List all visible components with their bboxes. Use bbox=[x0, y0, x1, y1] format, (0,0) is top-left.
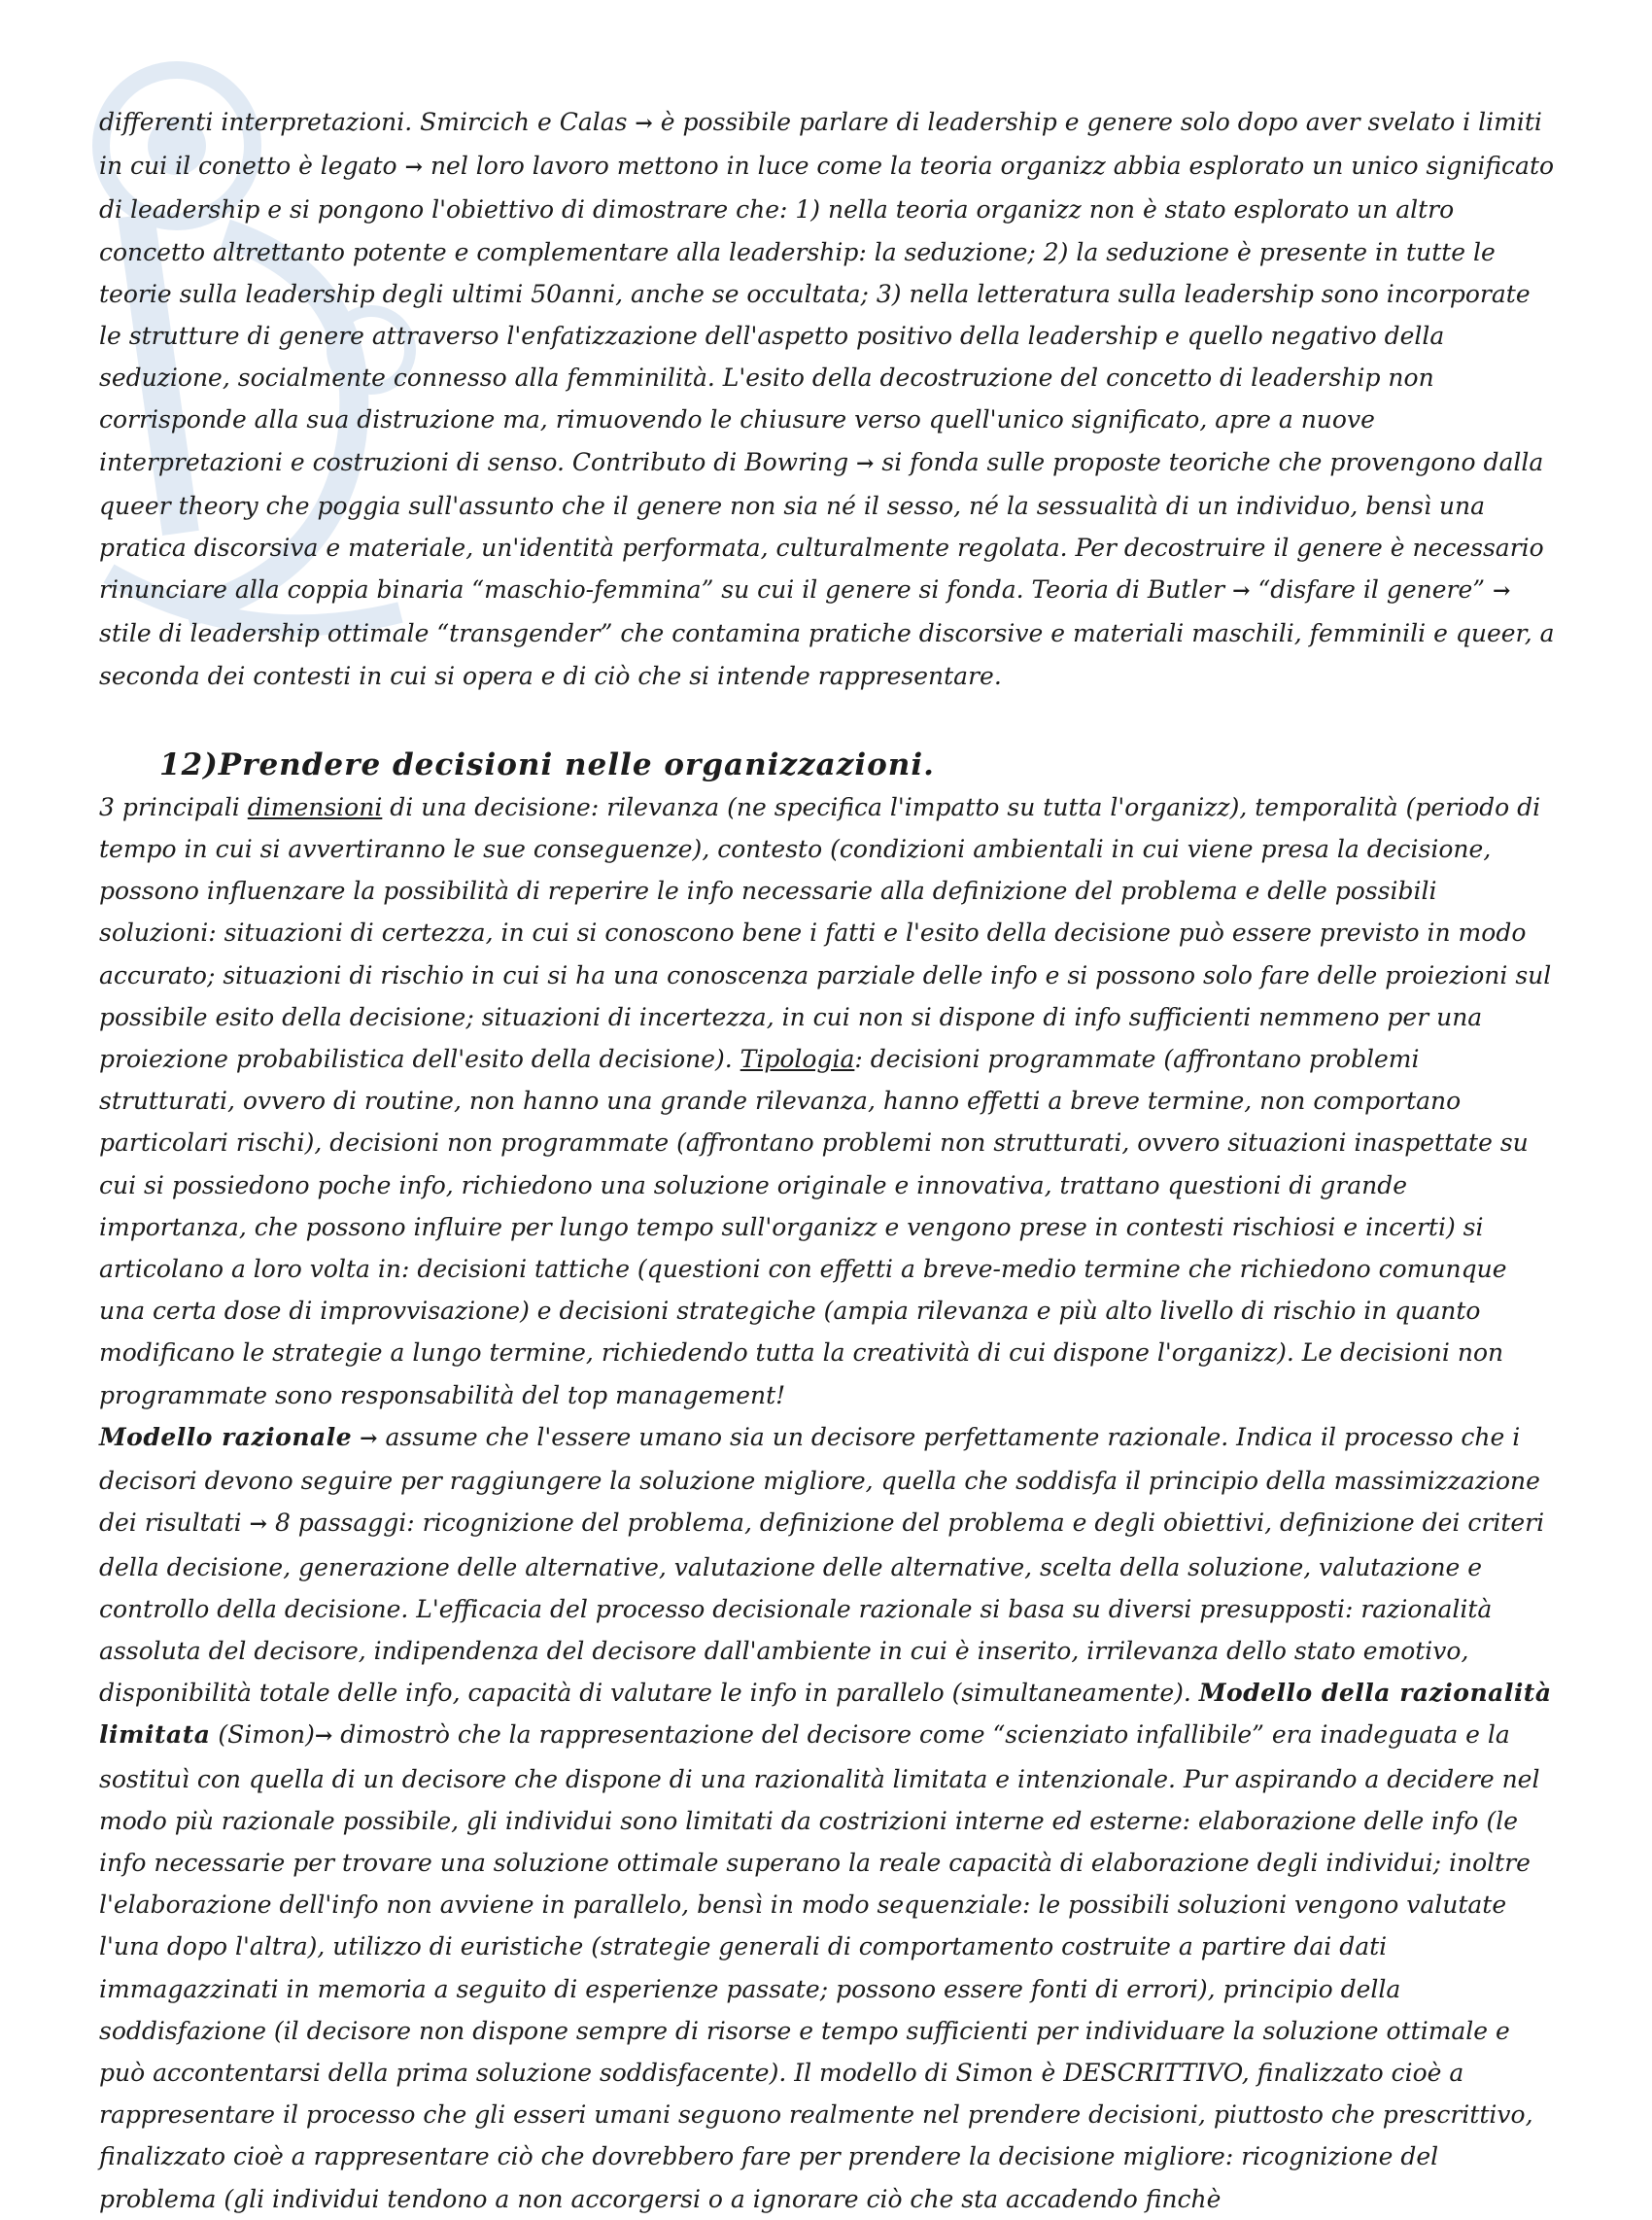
decision-paragraph bbox=[99, 786, 1557, 1416]
model-text-2: 8 passaggi: ricognizione del problema, definizione del problema e degli obiettivi, definizione dei criteri della decisione, generazione delle alternative, valutazione delle alternative, scelta della soluzione, valutazione e controllo della decisione. L'efficacia del processo decisionale razionale si basa su diversi presupposti: razionalità assoluta del decisore, indipendenza del decisore dall'ambiente in cui è inserito, irrilevanza dello stato emotivo, disponibilità totale delle info, capacità di valutare le info in parallelo (simultaneamente). bbox=[99, 1509, 1545, 1708]
dimensioni-underlined: dimensioni bbox=[247, 792, 383, 821]
intro-text-3: nel loro lavoro mettono in luce come la teoria organizz abbia esplorato un unico significato di leadership e si pongono l'obiettivo di dimostrare che: 1) nella teoria organizz non è stato esplorato un altro concetto altrettanto potente e complementare alla leadership: la seduzione; 2) la seduzione è presente in tutte le teorie sulla leadership degli ultimi 50anni, anche se occultata; 3) nella letteratura sulla leadership sono incorporate le strutture di genere attraverso l'enfatizzazione dell'aspetto positivo della leadership e quello negativo della seduzione, socialmente connesso alla femminilità. L'esito della decostruzione del concetto di leadership non corrisponde alla sua distruzione ma, rimuovendo le chiusure verso quell'unico significato, apre a nuove interpretazioni e costruzioni di senso. Contributo di Bowring bbox=[99, 152, 1555, 476]
intro-paragraph bbox=[99, 101, 1557, 697]
arrow-right-icon: → bbox=[249, 1511, 267, 1538]
intro-text-4: si fonda sulle proposte teoriche che provengono dalla queer theory che poggia sull'assunto che il genere non sia né il sesso, né la sessualità di un individuo, bensì una pratica discorsiva e materiale, un'identità performata, culturalmente regolata. Per decostruire il genere è necessario rinunciare alla coppia binaria “maschio-femmina” su cui il genere si fonda. Teoria di Butler bbox=[99, 447, 1544, 605]
model-text-3: (Simon) bbox=[210, 1720, 315, 1750]
document-page bbox=[99, 101, 1557, 2220]
arrow-right-icon: → bbox=[314, 1723, 333, 1750]
decision-text-2: di una decisione: rilevanza (ne specifica l'impatto su tutta l'organizz), temporalità (periodo di tempo in cui si avvertiranno le sue conseguenze), contesto (condizioni ambientali in cui viene presa la decisione, possono influenzare la possibilità di reperire le info necessarie alla definizione del problema e delle possibili soluzioni: situazioni di certezza, in cui si conoscono bene i fatti e l'esito della decisione può essere previsto in modo accurato; situazioni di rischio in cui si ha una conoscenza parziale delle info e si possono solo fare delle proiezioni sul possibile esito della decisione; situazioni di incertezza, in cui non si dispone di info sufficienti nemmeno per una proiezione probabilistica dell'esito della decisione). bbox=[99, 792, 1552, 1074]
arrow-right-icon: → bbox=[404, 155, 423, 181]
model-paragraph bbox=[99, 1416, 1557, 2220]
arrow-right-icon: → bbox=[360, 1425, 378, 1451]
model-text-1: assume che l'essere umano sia un decisore perfettamente razionale. Indica il processo che i decisori devono seguire per raggiungere la soluzione migliore, quella che soddisfa il principio della massimizzazione dei risultati bbox=[99, 1422, 1540, 1538]
arrow-right-icon: → bbox=[856, 450, 875, 476]
intro-text-6: stile di leadership ottimale “transgender” che contamina pratiche discorsive e materiali maschili, femminili e queer, a seconda dei contesti in cui si opera e di ciò che si intende rappresentare. bbox=[99, 619, 1555, 690]
intro-text-5: “disfare il genere” bbox=[1250, 575, 1494, 605]
model-text-4: dimostrò che la rappresentazione del decisore come “scienziato infallibile” era inadeguata e la sostituì con quella di un decisore che dispone di una razionalità limitata e intenzionale. Pur aspirando a decidere nel modo più razionale possibile, gli individui sono limitati da costrizioni interne ed esterne: elaborazione delle info (le info necessarie per trovare una soluzione ottimale superano la reale capacità di elaborazione degli individui; inoltre l'elaborazione dell'info non avviene in parallelo, bensì in modo sequenziale: le possibili soluzioni vengono valutate l'una dopo l'altra), utilizzo di euristiche (strategie generali di comportamento costruite a partire dai dati immagazzinati in memoria a seguito di esperienze passate; possono essere fonti di errori), principio della soddisfazione (il decisore non dispone sempre di risorse e tempo sufficienti per individuare la soluzione ottimale e può accontentarsi della prima soluzione soddisfacente). Il modello di Simon è DESCRITTIVO, finalizzato cioè a rappresentare il processo che gli esseri umani seguono realmente nel prendere decisioni, piuttosto che prescrittivo, finalizzato cioè a rappresentare ciò che dovrebbero fare per prendere la decisione migliore: ricognizione del problema (gli individui tendono a non accorgersi o a ignorare ciò che sta accadendo finchè bbox=[99, 1720, 1540, 2213]
rational-model-subheading: Modello razionale bbox=[99, 1422, 353, 1451]
intro-text-2: è possibile parlare di leadership e genere solo dopo aver svelato i limiti in cui il conetto è legato bbox=[99, 108, 1542, 181]
tipologia-underlined: Tipologia bbox=[740, 1045, 855, 1074]
arrow-right-icon: → bbox=[635, 111, 653, 136]
arrow-right-icon: → bbox=[1232, 578, 1251, 605]
bounded-rationality-subheading: Modello della razionalità limitata bbox=[99, 1679, 1552, 1750]
decision-text-3: : decisioni programmate (affrontano problemi strutturati, ovvero di routine, non hanno una grande rilevanza, hanno effetti a breve termine, non comportano particolari rischi), decisioni non programmate (affrontano problemi non strutturati, ovvero situazioni inaspettate su cui si possiedono poche info, richiedono una soluzione originale e innovativa, trattano questioni di grande importanza, che possono influire per lungo tempo sull'organizz e vengono prese in contesti rischiosi e incerti) si articolano a loro volta in: decisioni tattiche (questioni con effetti a breve-medio termine che richiedono comunque una certa dose di improvvisazione) e decisioni strategiche (ampia rilevanza e più alto livello di rischio in quanto modificano le strategie a lungo termine, richiedendo tutta la creatività di cui dispone l'organizz). Le decisioni non programmate sono responsabilità del top management! bbox=[99, 1045, 1529, 1409]
intro-text-1: differenti interpretazioni. Smircich e Calas bbox=[99, 108, 636, 136]
decision-text-1: 3 principali bbox=[99, 792, 248, 821]
arrow-right-icon: → bbox=[1493, 578, 1511, 605]
section-heading: 12)Prendere decisioni nelle organizzazioni. bbox=[159, 746, 935, 782]
